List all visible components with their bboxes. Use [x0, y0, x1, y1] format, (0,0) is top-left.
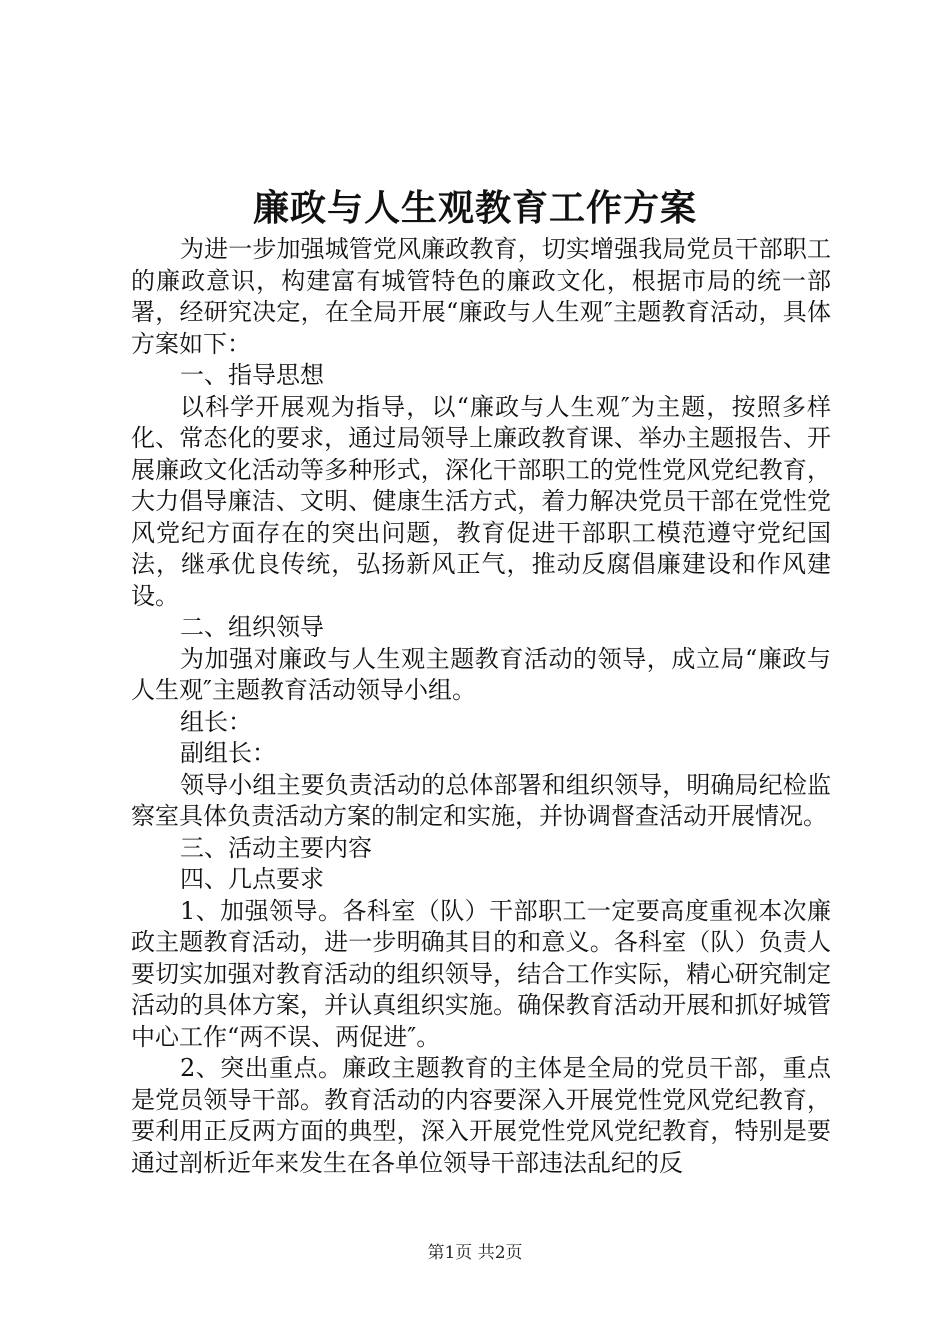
group-leader-line: 组长： [180, 707, 252, 736]
paragraph-guiding-thought: 以科学开展观为指导，以“廉政与人生观″为主题，按照多样化、常态化的要求，通过局领导上廉政教育课、举办主题报告、开展廉政文化活动等多种形式，深化干部职工的党性党风党纪教育，大力倡导廉洁、文明、健康生活方式，着力解决党员干部在党性党风党纪方面存在的突出问题，教育促进干部职工模范遵守党纪国法，继承优良传统，弘扬新风正气，推动反腐倡廉建设和作风建设。 [131, 392, 831, 610]
document-body [131, 234, 831, 1179]
paragraph-group-duties: 领导小组主要负责活动的总体部署和组织领导，明确局纪检监察室具体负责活动方案的制定和实施，并协调督查活动开展情况。 [131, 770, 831, 830]
paragraph-intro: 为进一步加强城管党风廉政教育，切实增强我局党员干部职工的廉政意识，构建富有城管特色的廉政文化，根据市局的统一部署，经研究决定，在全局开展“廉政与人生观″主题教育活动，具体方案如下： [131, 235, 831, 358]
document-title: 廉政与人生观教育工作方案 [252, 187, 697, 229]
heading-guiding-thought: 一、指导思想 [180, 361, 324, 389]
page-footer: 第1页 共2页 [427, 1243, 523, 1263]
deputy-leader-line: 副组长： [180, 739, 276, 767]
paragraph-requirement-2: 2、突出重点。廉政主题教育的主体是全局的党员干部，重点是党员领导干部。教育活动的内容要深入开展党性党风党纪教育，要利用正反两方面的典型，深入开展党性党风党纪教育，特别是要通过剖析近年来发生在各单位领导干部违法乱纪的反 [131, 1054, 831, 1177]
heading-organization: 二、组织领导 [180, 613, 324, 641]
heading-requirements: 四、几点要求 [180, 865, 324, 893]
paragraph-organization: 为加强对廉政与人生观主题教育活动的领导，成立局“廉政与人生观″主题教育活动领导小组。 [131, 644, 831, 704]
heading-main-content: 三、活动主要内容 [180, 833, 372, 862]
paragraph-requirement-1: 1、加强领导。各科室（队）干部职工一定要高度重视本次廉政主题教育活动，进一步明确其目的和意义。各科室（队）负责人要切实加强对教育活动的组织领导，结合工作实际，精心研究制定活动的具体方案，并认真组织实施。确保教育活动开展和抓好城管中心工作“两不误、两促进″。 [131, 896, 831, 1051]
